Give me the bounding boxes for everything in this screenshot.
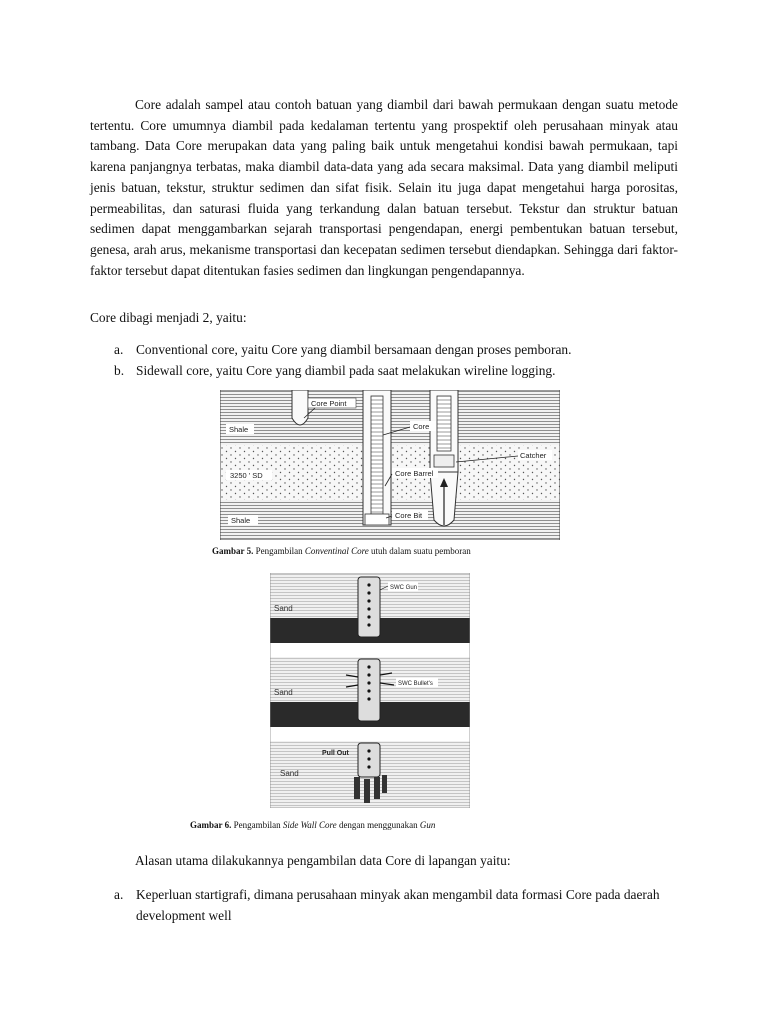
sidewall-core-figure xyxy=(270,573,470,808)
figure5-caption: Gambar 5. Pengambilan Conventinal Core utuh dalam suatu pemboran xyxy=(212,546,471,556)
label-3250-sd: 3250 ' SD xyxy=(230,471,263,480)
label-core-barrel: Core Barrel xyxy=(395,469,434,478)
list-item-text: Sidewall core, yaitu Core yang diambil pada saat melakukan wireline logging. xyxy=(136,362,556,378)
list-marker: b. xyxy=(114,362,125,378)
reason-intro: Alasan utama dilakukannya pengambilan data Core di lapangan yaitu: xyxy=(135,853,511,868)
list-item xyxy=(90,340,680,361)
label-shale-bottom: Shale xyxy=(231,516,251,525)
label-sand-3: Sand xyxy=(280,769,299,778)
reason-list xyxy=(90,885,680,926)
core-type-list xyxy=(90,340,680,381)
list-item xyxy=(90,885,680,926)
figure6-caption: Gambar 6. Pengambilan Side Wall Core dengan menggunakan Gun xyxy=(190,820,436,830)
list-marker: a. xyxy=(114,887,124,902)
core-division-intro: Core dibagi menjadi 2, yaitu: xyxy=(90,310,247,325)
intro-paragraph: Core adalah sampel atau contoh batuan yang diambil dari bawah permukaan dengan suatu metode tertentu. Core umumnya diambil pada kedalaman tertentu yang prospektif oleh perusahaan minyak atau tambang. Data Core merupakan data yang paling baik untuk mengetahui kondisi bawah permukaan, tapi karena panjangnya terbatas, maka diambil data-data yang ada secara maksimal. Data yang diambil meliputi jenis batuan, tekstur, struktur sedimen dan sifat fisik. Selain itu juga dapat mengetahui harga porositas, permeabilitas, dan saturasi fluida yang terkandung dalan batuan tersebut. Tekstur dan struktur batuan sedimen dapat menggambarkan sejarah transportasi pengendapan, energi pembentukan batuan tersebut, genesa, arah arus, mekanisme transportasi dan kecepatan sedimen tersebut diendapkan. Sehingga dari faktor-faktor tersebut dapat ditentukan fasies sedimen dan lingkungan pengendapannya. xyxy=(90,97,678,278)
conventional-core-figure xyxy=(220,390,560,540)
list-marker: a. xyxy=(114,342,124,357)
label-swc-bullets: SWC Bullet's xyxy=(398,681,433,687)
label-shale-top: Shale xyxy=(229,425,249,434)
label-sand-1: Sand xyxy=(274,604,293,613)
label-core: Core xyxy=(413,422,430,431)
label-sand-2: Sand xyxy=(274,688,293,697)
label-swc-gun: SWC Gun xyxy=(390,585,418,591)
label-pull-out: Pull Out xyxy=(322,750,349,757)
label-core-point: Core Point xyxy=(311,399,347,408)
label-core-bit: Core Bit xyxy=(395,511,423,520)
list-item xyxy=(90,361,680,382)
list-item-text: Keperluan startigrafi, dimana perusahaan minyak akan mengambil data formasi Core pada daerah development well xyxy=(136,887,660,923)
label-catcher: Catcher xyxy=(520,451,547,460)
list-item-text: Conventional core, yaitu Core yang diambil bersamaan dengan proses pemboran. xyxy=(136,342,572,357)
